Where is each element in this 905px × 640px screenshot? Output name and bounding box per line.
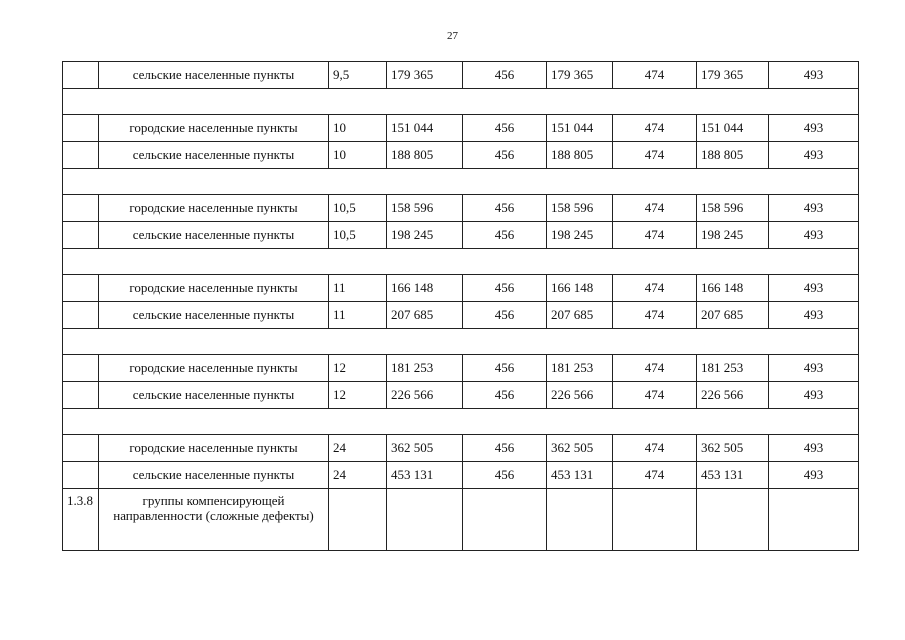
cell-name: сельские населенные пункты xyxy=(99,302,329,329)
cell-value-5: 179 365 xyxy=(697,62,769,89)
cell-value-2: 456 xyxy=(463,222,547,249)
cell-value-3: 188 805 xyxy=(547,142,613,169)
table-spacer-row xyxy=(63,409,859,435)
cell-value-4: 474 xyxy=(613,302,697,329)
cell-value-1: 179 365 xyxy=(387,62,463,89)
cell-value-4: 474 xyxy=(613,195,697,222)
spacer-cell xyxy=(63,169,859,195)
table-row xyxy=(63,462,859,489)
cell-name: сельские населенные пункты xyxy=(99,62,329,89)
cell-coefficient: 10 xyxy=(329,115,387,142)
cell-coefficient xyxy=(329,489,387,551)
cell-value-4: 474 xyxy=(613,382,697,409)
cell-value-5: 207 685 xyxy=(697,302,769,329)
cell-code xyxy=(63,355,99,382)
cell-value-2: 456 xyxy=(463,142,547,169)
cell-value-3: 207 685 xyxy=(547,302,613,329)
cell-value-1: 226 566 xyxy=(387,382,463,409)
cell-value-3: 198 245 xyxy=(547,222,613,249)
cell-value-3: 362 505 xyxy=(547,435,613,462)
table-row xyxy=(63,62,859,89)
cell-value-3: 158 596 xyxy=(547,195,613,222)
cell-code: 1.3.8 xyxy=(63,489,99,551)
cell-name: группы компенсирующей направленности (сложные дефекты) xyxy=(99,489,329,551)
cell-value-2: 456 xyxy=(463,275,547,302)
cell-value-6: 493 xyxy=(769,195,859,222)
cell-value-6: 493 xyxy=(769,275,859,302)
cell-value-2: 456 xyxy=(463,355,547,382)
cell-value-1: 198 245 xyxy=(387,222,463,249)
cell-coefficient: 11 xyxy=(329,275,387,302)
cell-coefficient: 10 xyxy=(329,142,387,169)
cell-value-5 xyxy=(697,489,769,551)
cell-value-3: 166 148 xyxy=(547,275,613,302)
cell-code xyxy=(63,275,99,302)
cell-value-6: 493 xyxy=(769,115,859,142)
cell-name: сельские населенные пункты xyxy=(99,222,329,249)
cell-code xyxy=(63,195,99,222)
cell-name: городские населенные пункты xyxy=(99,275,329,302)
cell-value-1: 181 253 xyxy=(387,355,463,382)
cell-value-5: 453 131 xyxy=(697,462,769,489)
cell-value-4: 474 xyxy=(613,435,697,462)
table-spacer-row xyxy=(63,169,859,195)
cell-value-4 xyxy=(613,489,697,551)
cell-value-2: 456 xyxy=(463,115,547,142)
spacer-cell xyxy=(63,409,859,435)
cell-value-3 xyxy=(547,489,613,551)
cell-coefficient: 24 xyxy=(329,462,387,489)
cell-name: сельские населенные пункты xyxy=(99,462,329,489)
spacer-cell xyxy=(63,329,859,355)
cell-value-1: 188 805 xyxy=(387,142,463,169)
cell-value-5: 198 245 xyxy=(697,222,769,249)
cell-value-2: 456 xyxy=(463,382,547,409)
cell-value-4: 474 xyxy=(613,62,697,89)
cell-value-3: 151 044 xyxy=(547,115,613,142)
cell-value-3: 179 365 xyxy=(547,62,613,89)
cell-coefficient: 10,5 xyxy=(329,195,387,222)
cell-name: сельские населенные пункты xyxy=(99,142,329,169)
cell-value-5: 151 044 xyxy=(697,115,769,142)
cell-value-1: 453 131 xyxy=(387,462,463,489)
tariff-table xyxy=(62,61,859,551)
cell-code xyxy=(63,115,99,142)
table-row xyxy=(63,222,859,249)
cell-value-3: 453 131 xyxy=(547,462,613,489)
cell-value-3: 181 253 xyxy=(547,355,613,382)
cell-value-6: 493 xyxy=(769,462,859,489)
table-row xyxy=(63,195,859,222)
cell-coefficient: 12 xyxy=(329,382,387,409)
cell-value-5: 188 805 xyxy=(697,142,769,169)
table-row xyxy=(63,355,859,382)
cell-value-6: 493 xyxy=(769,355,859,382)
cell-name: городские населенные пункты xyxy=(99,195,329,222)
table-row xyxy=(63,115,859,142)
cell-code xyxy=(63,62,99,89)
cell-value-3: 226 566 xyxy=(547,382,613,409)
cell-value-1: 158 596 xyxy=(387,195,463,222)
cell-value-1: 362 505 xyxy=(387,435,463,462)
cell-value-6: 493 xyxy=(769,222,859,249)
cell-value-2: 456 xyxy=(463,435,547,462)
table-row xyxy=(63,435,859,462)
table-row xyxy=(63,489,859,551)
cell-name: сельские населенные пункты xyxy=(99,382,329,409)
cell-value-4: 474 xyxy=(613,222,697,249)
cell-coefficient: 24 xyxy=(329,435,387,462)
cell-coefficient: 11 xyxy=(329,302,387,329)
cell-value-4: 474 xyxy=(613,142,697,169)
cell-value-1: 151 044 xyxy=(387,115,463,142)
spacer-cell xyxy=(63,249,859,275)
cell-value-5: 158 596 xyxy=(697,195,769,222)
cell-code xyxy=(63,142,99,169)
table-spacer-row xyxy=(63,329,859,355)
cell-value-2: 456 xyxy=(463,462,547,489)
cell-value-4: 474 xyxy=(613,355,697,382)
cell-code xyxy=(63,462,99,489)
cell-value-4: 474 xyxy=(613,462,697,489)
cell-value-5: 362 505 xyxy=(697,435,769,462)
cell-value-5: 226 566 xyxy=(697,382,769,409)
table-row xyxy=(63,382,859,409)
cell-value-6: 493 xyxy=(769,382,859,409)
cell-name: городские населенные пункты xyxy=(99,435,329,462)
cell-value-2: 456 xyxy=(463,195,547,222)
cell-value-6 xyxy=(769,489,859,551)
cell-value-4: 474 xyxy=(613,115,697,142)
cell-value-2: 456 xyxy=(463,62,547,89)
page-number: 27 xyxy=(447,30,458,42)
spacer-cell xyxy=(63,89,859,115)
cell-value-5: 166 148 xyxy=(697,275,769,302)
cell-value-1: 207 685 xyxy=(387,302,463,329)
cell-value-2 xyxy=(463,489,547,551)
cell-code xyxy=(63,302,99,329)
cell-value-4: 474 xyxy=(613,275,697,302)
table-spacer-row xyxy=(63,89,859,115)
table-row xyxy=(63,302,859,329)
cell-code xyxy=(63,435,99,462)
cell-name: городские населенные пункты xyxy=(99,115,329,142)
cell-value-1 xyxy=(387,489,463,551)
cell-coefficient: 9,5 xyxy=(329,62,387,89)
cell-value-6: 493 xyxy=(769,435,859,462)
table-row xyxy=(63,142,859,169)
cell-code xyxy=(63,382,99,409)
cell-value-6: 493 xyxy=(769,62,859,89)
cell-value-2: 456 xyxy=(463,302,547,329)
cell-name: городские населенные пункты xyxy=(99,355,329,382)
cell-coefficient: 10,5 xyxy=(329,222,387,249)
cell-code xyxy=(63,222,99,249)
cell-value-1: 166 148 xyxy=(387,275,463,302)
table-row xyxy=(63,275,859,302)
cell-coefficient: 12 xyxy=(329,355,387,382)
cell-value-6: 493 xyxy=(769,302,859,329)
table-body xyxy=(63,62,859,551)
cell-value-5: 181 253 xyxy=(697,355,769,382)
table-spacer-row xyxy=(63,249,859,275)
cell-value-6: 493 xyxy=(769,142,859,169)
